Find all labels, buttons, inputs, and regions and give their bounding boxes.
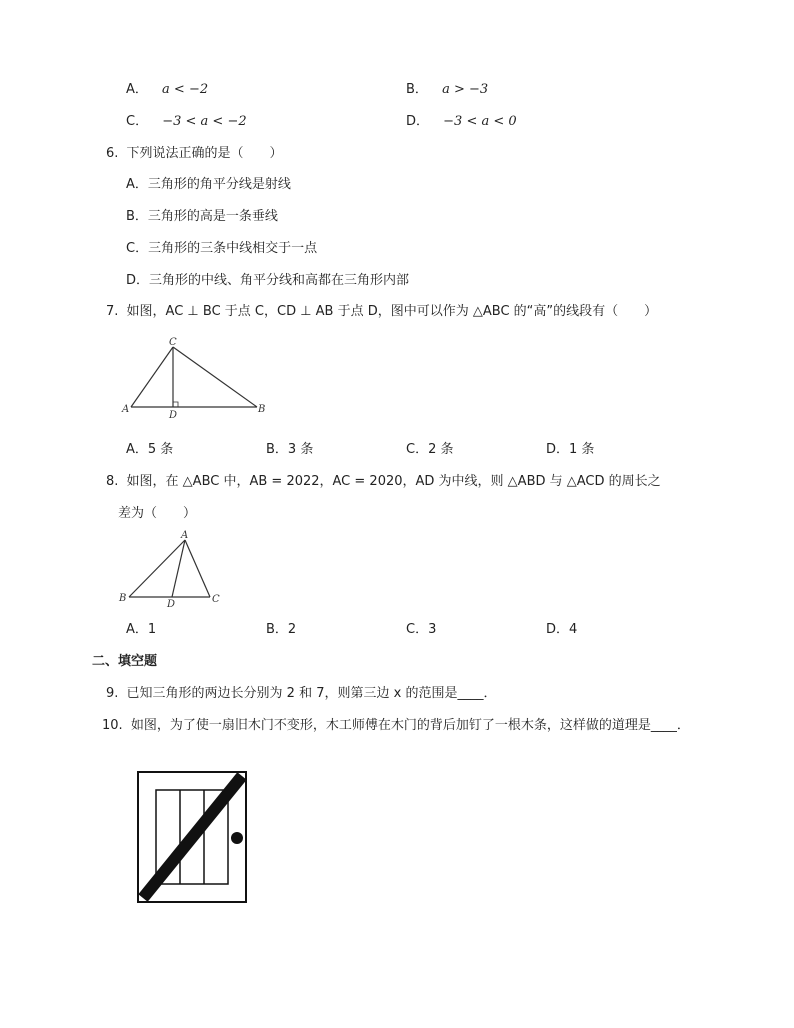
q5-option-c-text: −3 < a < −2 [162,114,247,129]
q9-number: 9. [106,686,119,701]
q7-option-b: B．3 条 [266,442,314,457]
q8-label-b: B [119,593,127,604]
q6-option-c: C．三角形的三条中线相交于一点 [126,241,318,256]
q10-stem: 如图，为了使一扇旧木门不变形，木工师傅在木门的背后加钉了一根木条，这样做的道理是____． [130,718,690,733]
q7-stem: 如图，AC ⊥ BC 于点 C，CD ⊥ AB 于点 D，图中可以作为 △ABC 的“高”的线段有（ ） [126,304,658,319]
section-heading-fill-in: 二、填空题 [92,654,158,669]
q6-stem: 下列说法正确的是（ ） [126,146,283,161]
q8-option-d: D．4 [546,622,578,637]
q8-label-c: C [212,594,220,605]
q7-label-a: A [122,404,130,415]
q5-option-b-label: B． [406,82,428,97]
q6-option-b: B．三角形的高是一条垂线 [126,209,278,224]
q5-option-c-label: C． [126,114,149,129]
q5-option-b-text: a > −3 [442,82,489,97]
q7-number: 7. [106,304,119,319]
q5-option-d-label: D． [406,114,430,129]
q5-option-d-text: −3 < a < 0 [443,114,517,129]
q8-label-a: A [181,530,189,541]
q6-option-a: A．三角形的角平分线是射线 [126,177,291,192]
q7-label-c: C [169,337,177,348]
q8-label-d: D [167,599,176,610]
q8-stem-1: 如图，在 △ABC 中，AB = 2022，AC = 2020，AD 为中线，则 △ABD 与 △ACD 的周长之 [126,474,661,489]
door-knob [231,832,243,844]
q8-number: 8. [106,474,119,489]
q9-stem: 已知三角形的两边长分别为 2 和 7，则第三边 x 的范围是____． [126,686,497,701]
q7-option-c: C．2 条 [406,442,454,457]
q5-option-a-text: a < −2 [162,82,209,97]
q8-option-c: C．3 [406,622,437,637]
q7-option-a: A．5 条 [126,442,174,457]
q7-label-d: D [169,410,178,421]
q6-number: 6. [106,146,119,161]
q8-stem-2: 差为（ ） [118,506,197,521]
q10-number: 10. [102,718,123,733]
q7-label-b: B [258,404,266,415]
q8-option-b: B．2 [266,622,297,637]
q8-option-a: A．1 [126,622,157,637]
q5-option-a-label: A． [126,82,148,97]
q7-option-d: D．1 条 [546,442,595,457]
q6-option-d: D．三角形的中线、角平分线和高都在三角形内部 [126,273,410,288]
door-diagonal-brace [143,776,242,898]
